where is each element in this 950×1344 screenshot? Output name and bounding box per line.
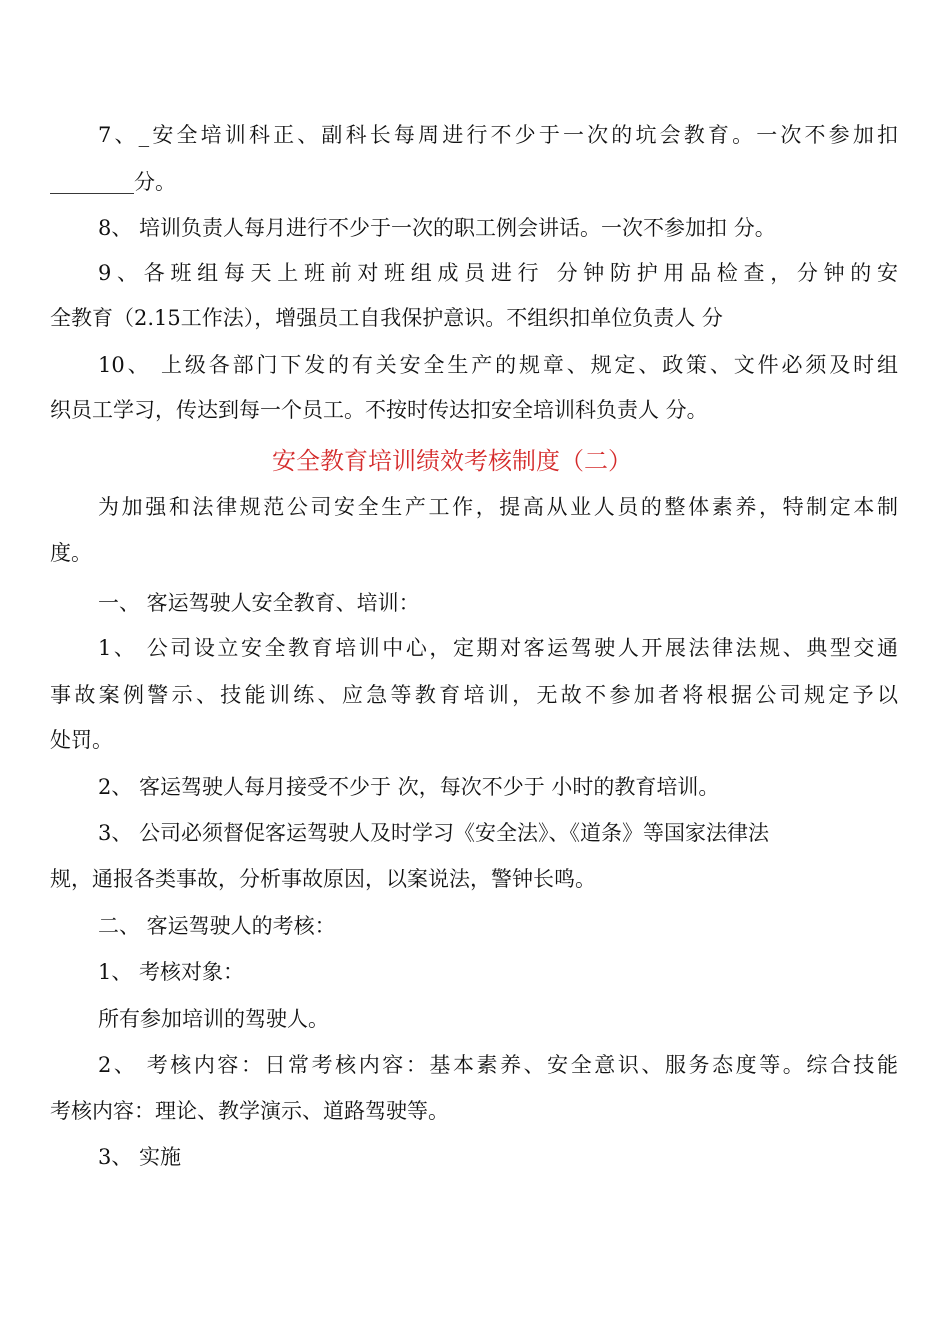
item-9-line-1: 9、各班组每天上班前对班组成员进行 分钟防护用品检查，分钟的安 xyxy=(98,261,898,285)
item-10-line-1: 10、 上级各部门下发的有关安全生产的规章、规定、政策、文件必须及时组 xyxy=(98,353,898,377)
intro-line-2: 度。 xyxy=(50,541,92,565)
intro-line-1: 为加强和法律规范公司安全生产工作，提高从业人员的整体素养，特制定本制 xyxy=(98,495,898,519)
h2-item-1-content: 所有参加培训的驾驶人。 xyxy=(98,1007,329,1031)
h1-item-1-line-1: 1、 公司设立安全教育培训中心，定期对客运驾驶人开展法律法规、典型交通 xyxy=(98,636,898,660)
h2-item-1: 1、 考核对象： xyxy=(98,960,245,984)
h2-item-3: 3、 实施 xyxy=(98,1145,182,1169)
item-7-line-2: ________分。 xyxy=(50,170,176,194)
h2-item-2-line-2: 考核内容：理论、教学演示、道路驾驶等。 xyxy=(50,1099,449,1123)
item-7-line-1: 7、_安全培训科正、副科长每周进行不少于一次的坑会教育。一次不参加扣 xyxy=(98,123,898,147)
heading-1: 一、 客运驾驶人安全教育、培训： xyxy=(98,591,420,615)
h1-item-2: 2、 客运驾驶人每月接受不少于 次，每次不少于 小时的教育培训。 xyxy=(98,775,720,799)
h2-item-2-line-1: 2、 考核内容：日常考核内容：基本素养、安全意识、服务态度等。综合技能 xyxy=(98,1053,898,1077)
h1-item-1-line-2: 事故案例警示、技能训练、应急等教育培训，无故不参加者将根据公司规定予以 xyxy=(50,683,898,707)
heading-2: 二、 客运驾驶人的考核： xyxy=(98,914,336,938)
item-10-line-2: 织员工学习，传达到每一个员工。不按时传达扣安全培训科负责人 分。 xyxy=(50,398,708,422)
h1-item-3-line-2: 规，通报各类事故，分析事故原因，以案说法，警钟长鸣。 xyxy=(50,867,596,891)
section-title: 安全教育培训绩效考核制度（二） xyxy=(272,447,632,475)
h1-item-1-line-3: 处罚。 xyxy=(50,728,113,752)
item-9-line-2: 全教育（2.15工作法），增强员工自我保护意识。不组织扣单位负责人 分 xyxy=(50,306,723,330)
item-8: 8、 培训负责人每月进行不少于一次的职工例会讲话。一次不参加扣 分。 xyxy=(98,216,776,240)
h1-item-3-line-1: 3、 公司必须督促客运驾驶人及时学习《安全法》、《道条》等国家法律法 xyxy=(98,821,770,845)
